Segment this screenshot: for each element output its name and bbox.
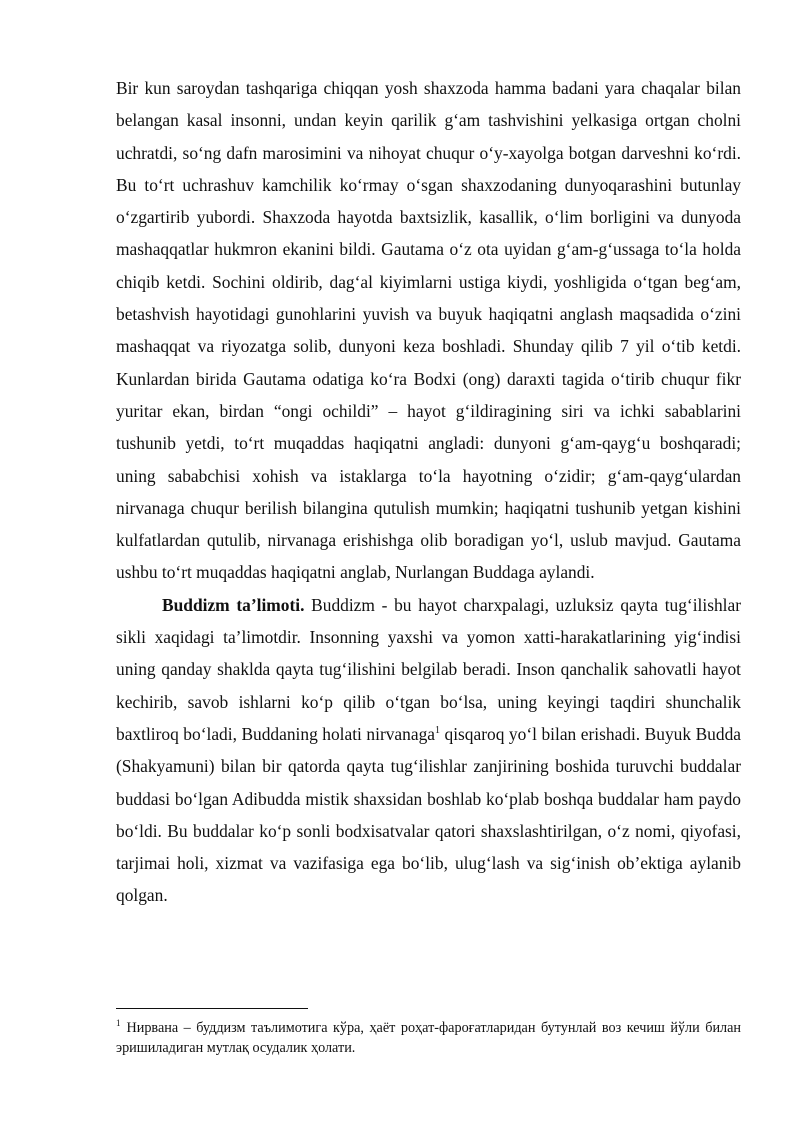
footnote-marker: 1 xyxy=(116,1018,121,1029)
footnote-text: Нирвана – буддизм таълимотига кўра, ҳаёт роҳат-фароғатларидан бутунлай воз кечиш йўли билан эришиладиган мутлақ осудалик ҳолати. xyxy=(116,1020,741,1056)
section-heading-buddhism-teaching: Buddizm ta’limoti. xyxy=(162,594,305,615)
paragraph-text-part1: Buddizm - bu hayot charxpalagi, uzluksiz qayta tug‘ilishlar sikli xaqidagi ta’limotdir. Insonning yaxshi va yomon xatti-harakatlarining yig‘indisi uning qanday shaklda qayta tug‘ilishini belgilab beradi. Inson qanchalik sahovatli hayot kechirib, savob ishlarni ko‘p qilib o‘tgan bo‘lsa, uning keyingi taqdiri shunchalik baxtliroq bo‘ladi, Buddaning holati nirvanaga xyxy=(116,594,742,744)
footnote-reference[interactable]: 1 xyxy=(434,725,440,737)
main-text xyxy=(116,72,741,912)
paragraph-buddhism-teaching xyxy=(116,589,741,912)
paragraph-text-part2: qisqaroq yo‘l bilan erishadi. Buyuk Budda (Shakyamuni) bilan bir qatorda qayta tug‘ilishlar zanjirining boshida turuvchi buddalar buddasi bo‘lgan Adibudda mistik shaxsidan boshlab ko‘plab boshqa buddalar ham paydo bo‘ldi. Bu buddalar ko‘p sonli bodxisatvalar qatori shaxslashtirilgan, o‘z nomi, qiyofasi, tarjimai holi, xizmat va vazifasiga ega bo‘lib, ulug‘lash va sig‘inish ob’ektiga aylanib qolgan. xyxy=(116,723,741,906)
paragraph-four-encounters: Bir kun saroydan tashqariga chiqqan yosh shaxzoda hamma badani yara chaqalar bilan belangan kasal insonni, undan keyin qarilik g‘am tashvishini yelkasiga ortgan cholni uchratdi, so‘ng dafn marosimini va nihoyat chuqur o‘y-xayolga botgan darveshni ko‘rdi. Bu to‘rt uchrashuv kamchilik ko‘rmay o‘sgan shaxzodaning dunyoqarashini butunlay o‘zgartirib yubordi. Shaxzoda hayotda baxtsizlik, kasallik, o‘lim borligini va dunyoda mashaqqatlar hukmron ekanini bildi. Gautama o‘z ota uyidan g‘am-g‘ussaga to‘la holda chiqib ketdi. Sochini oldirib, dag‘al kiyimlarni ustiga kiydi, yoshligida o‘tgan beg‘am, betashvish hayotidagi gunohlarini yuvish va buyuk haqiqatni anglash maqsadida o‘zini mashaqqat va riyozatga solib, dunyoni keza boshladi. Shunday qilib 7 yil o‘tib ketdi. Kunlardan birida Gautama odatiga ko‘ra Bodxi (ong) daraxti tagida o‘tirib chuqur fikr yuritar ekan, birdan “ongi ochildi” – hayot g‘ildiragining siri va ichki sabablarini tushunib yetdi, to‘rt muqaddas haqiqatni angladi: dunyoni g‘am-qayg‘u boshqaradi; uning sababchisi xohish va istaklarga to‘la hayotning o‘zidir; g‘am-qayg‘ulardan nirvanaga chuqur berilish bilangina qutulish mumkin; haqiqatni tushunib yetgan kishini kulfatlardan qutulib, nirvanaga erishishga olib boradigan yo‘l, uslub mavjud. Gautama ushbu to‘rt muqaddas haqiqatni anglab, Nurlangan Buddaga aylandi. xyxy=(116,78,741,583)
footnote-divider xyxy=(116,1008,308,1009)
footnote xyxy=(116,1018,741,1058)
